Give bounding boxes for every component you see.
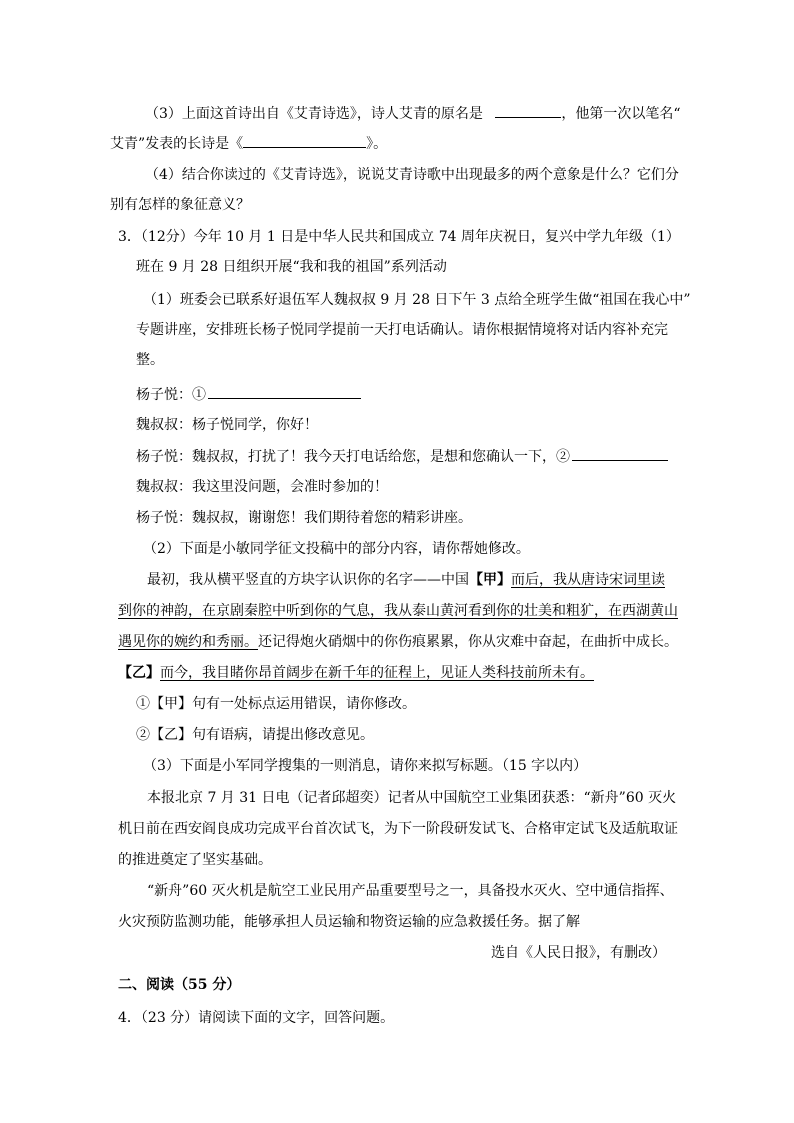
news-line-3: 的推进奠定了坚实基础。 — [118, 852, 272, 868]
part1-line-c: 整。 — [136, 352, 164, 368]
dialogue-line-3: 杨子悦：魏叔叔，打扰了！我今天打电话给您，是想和您确认一下，② — [136, 446, 668, 467]
part3-instruction: （3）下面是小军同学搜集的一则消息，请你来拟写标题。（15 字以内） — [143, 758, 588, 774]
part1-line-b: 专题讲座，安排班长杨子悦同学提前一天打电话确认。请你根据情境将对话内容补充完 — [136, 322, 668, 338]
news-line-1: 本报北京 7 月 31 日电（记者邱超奕）记者从中国航空工业集团获悉：“新舟”60 灭火 — [147, 790, 677, 806]
essay-line-4: 【乙】而今，我目睹你昂首阔步在新千年的征程上，见证人类科技前所未有。 — [118, 665, 594, 681]
q4-heading: 4．（23 分）请阅读下面的文字，回答问题。 — [118, 1010, 395, 1026]
news-line-2: 机日前在西安阎良成功完成平台首次试飞，为下一阶段研发试飞、合格审定试飞及适航取证 — [118, 821, 678, 837]
line-q3-part3-cont: 艾青”发表的长诗是《 》。 — [110, 133, 387, 154]
dialogue-line-2: 魏叔叔：杨子悦同学，你好！ — [136, 417, 318, 433]
task-1: ①【甲】句有一处标点运用错误，请你修改。 — [136, 696, 416, 712]
line-q4-b: 别有怎样的象征意义？ — [110, 197, 250, 213]
part1-line-a: （1）班委会已联系好退伍军人魏叔叔 9 月 28 日下午 3 点给全班学生做“祖国在我心中” — [143, 292, 691, 308]
answer-blank-real-name[interactable] — [495, 103, 561, 118]
line-q3-part3: （3）上面这首诗出自《艾青诗选》，诗人艾青的原名是 ，他第一次以笔名“ — [145, 103, 681, 124]
task-2: ②【乙】句有语病，请提出修改意见。 — [136, 727, 374, 743]
dialogue-line-1: 杨子悦：① — [136, 384, 361, 405]
answer-blank-dialogue-1[interactable] — [208, 384, 361, 399]
dialogue-line-5: 杨子悦：魏叔叔，谢谢您！我们期待着您的精彩讲座。 — [136, 510, 472, 526]
essay-line-2: 到你的神韵，在京剧秦腔中听到你的气息，我从泰山黄河看到你的壮美和粗犷，在西湖黄山 — [118, 603, 678, 619]
essay-line-3: 遇见你的婉约和秀丽。还记得炮火硝烟中的你伤痕累累，你从灾难中奋起，在曲折中成长。 — [118, 634, 678, 650]
news-line-5: 火灾预防监测功能，能够承担人员运输和物资运输的应急救援任务。据了解 — [118, 914, 580, 930]
answer-blank-dialogue-2[interactable] — [572, 446, 668, 461]
section-2-heading: 二、阅读（55 分） — [118, 977, 241, 993]
part2-instruction: （2）下面是小敏同学征文投稿中的部分内容，请你帮她修改。 — [143, 541, 530, 557]
news-source: 选自《人民日报》，有删改） — [491, 945, 666, 961]
answer-blank-long-poem[interactable] — [243, 133, 366, 148]
dialogue-line-4: 魏叔叔：我这里没问题，会准时参加的！ — [136, 479, 388, 495]
news-line-4: “新舟”60 灭火机是航空工业民用产品重要型号之一，具备投水灭火、空中通信指挥、 — [147, 883, 674, 899]
q3-heading-a: 3．（12分）今年 10 月 1 日是中华人民共和国成立 74 周年庆祝日，复兴中学九年级（1） — [118, 229, 680, 245]
q3-heading-b: 班在 9 月 28 日组织开展“我和我的祖国”系列活动 — [136, 259, 447, 275]
essay-line-1: 最初，我从横平竖直的方块字认识你的名字——中国【甲】而后，我从唐诗宋词里读 — [147, 572, 665, 588]
line-q4-a: （4）结合你读过的《艾青诗选》，说说艾青诗歌中出现最多的两个意象是什么？它们分 — [145, 167, 679, 183]
